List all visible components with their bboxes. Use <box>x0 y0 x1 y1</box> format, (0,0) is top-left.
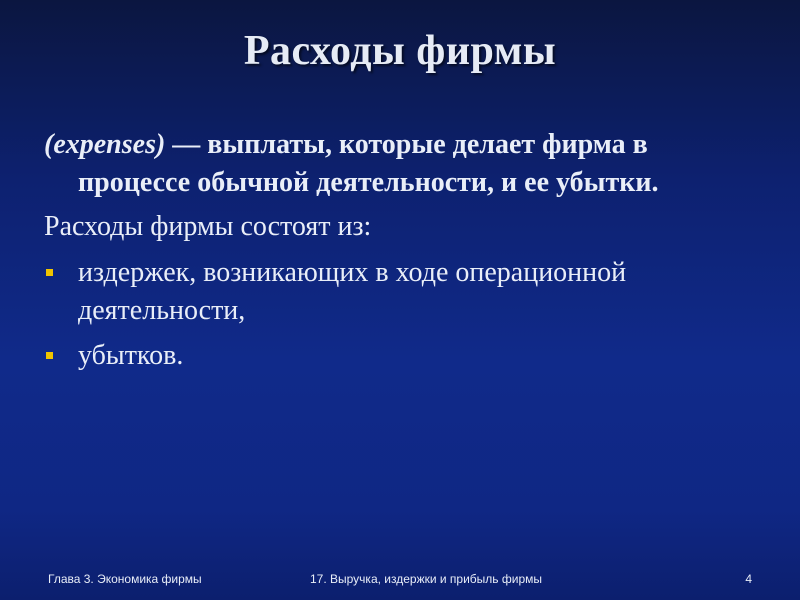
slide-content <box>44 126 764 382</box>
bullet-item <box>44 254 764 330</box>
definition-paragraph <box>44 126 764 202</box>
footer-chapter: Глава 3. Экономика фирмы <box>48 572 202 586</box>
slide-title: Расходы фирмы <box>243 28 557 74</box>
definition-term: (expenses) <box>44 129 166 160</box>
definition-text: — выплаты, которые делает фирма в процессе обычной деятельности, и ее убытки. <box>78 129 659 198</box>
intro-text: Расходы фирмы состоят из: <box>44 211 372 242</box>
page-number: 4 <box>745 572 752 586</box>
square-bullet-icon <box>46 269 53 276</box>
footer-topic: 17. Выручка, издержки и прибыль фирмы <box>310 572 543 586</box>
bullet-text: издержек, возникающих в ходе операционной деятельности, <box>78 257 627 326</box>
bullet-item <box>44 337 764 375</box>
square-bullet-icon <box>46 352 53 359</box>
bullet-text: убытков. <box>78 340 184 371</box>
